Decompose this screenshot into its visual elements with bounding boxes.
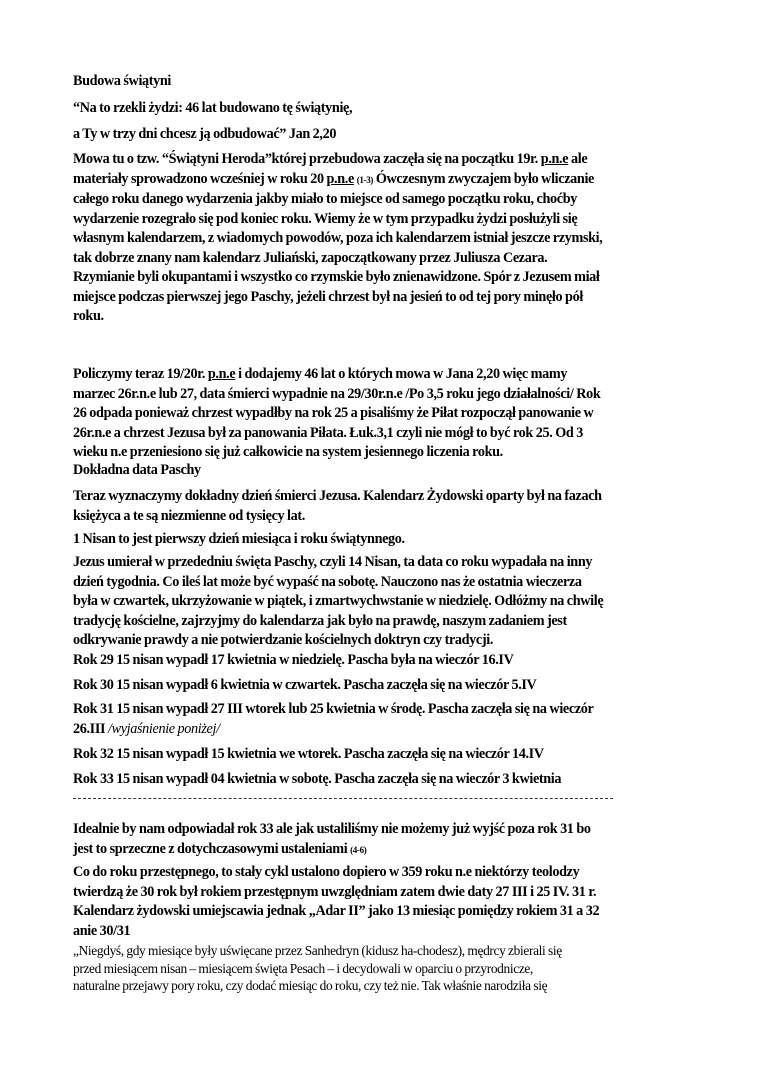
text-line: była w czwartek, ukrzyżowanie w piątek, i zmartwychwstanie w niedzielę. Odłóżmy na chwilę xyxy=(73,593,604,609)
text-line: marzec 26r.n.e lub 27, data śmierci wypadnie na 29/30r.n.e /Po 3,5 roku jego działalności/ Rok xyxy=(73,385,601,402)
footnote-ref: (1-3) xyxy=(356,174,373,185)
text-line: naturalne przejawy pory roku, czy dodać miesiąc do roku, czy też nie. Tak właśnie narodziła się xyxy=(73,978,548,993)
heading-passover-date: Dokładna data Paschy xyxy=(73,462,201,478)
paragraph-calculation xyxy=(73,365,688,463)
document-title: Budowa świątyni xyxy=(73,73,172,89)
text-span: ale xyxy=(571,151,588,167)
text-span: Policzymy teraz 19/20r. xyxy=(73,366,206,382)
text-span: materiały sprowadzono wcześniej w roku 20 xyxy=(73,170,324,187)
text-line: Idealnie by nam odpowiadał rok 33 ale jak ustaliliśmy nie możemy już wyjść poza rok 31 bo xyxy=(73,821,591,837)
text-line: 26r.n.e a chrzest Jezusa był za panowania Piłata. Łuk.3,1 czyli nie mógł to być rok 25. Od 3 xyxy=(73,424,583,441)
text-line: dzień tygodnia. Co ileś lat może być wypaść na sobotę. Nauczono nas że ostatnia wieczerza xyxy=(73,573,582,590)
text-line: tak dobrze znany nam kalendarz Juliański, zapoczątkowany przez Juliusza Cezara. xyxy=(73,249,548,266)
text-line: całego roku danego wydarzenia jakby miało to miejsce od samego początku roku, choćby xyxy=(73,191,577,207)
quote-line-2: a Ty w trzy dni chcesz ją odbudować” Jan 2,20 xyxy=(73,126,337,142)
text-line: „Niegdyś, gdy miesiące były uświęcane przez Sanhedryn (kidusz ha-chodesz), mędrcy zbierali się xyxy=(73,943,562,958)
text-line: 26 odpada ponieważ chrzest wypadłby na rok 25 a pisaliśmy że Piłat rozpoczął panowanie w xyxy=(73,405,594,421)
year-32-line: Rok 32 15 nisan wypadł 15 kwietnia we wtorek. Pascha zaczęła się na wieczór 14.IV xyxy=(73,746,544,762)
dashed-divider xyxy=(73,798,613,799)
text-line xyxy=(73,365,688,385)
text-line: roku. xyxy=(73,308,104,324)
abbr-link: p.n.e xyxy=(540,151,569,167)
text-line: wieku n.e przeniesiono się już całkowicie na system jesiennego liczenia roku. xyxy=(73,444,503,460)
text-line xyxy=(73,170,688,191)
paragraph-lunar-calendar xyxy=(73,487,688,526)
text-span: Ówczesnym zwyczajem było wliczanie xyxy=(375,170,594,187)
text-line: przed miesiącem nisan – miesiącem święta Pesach – i decydowali w oparciu o przyrodnicze, xyxy=(73,960,534,976)
text-line: Rok 31 15 nisan wypadł 27 III wtorek lub 25 kwietnia w środę. Pascha zaczęła się na wieczór xyxy=(73,701,594,717)
year-33-line: Rok 33 15 nisan wypadł 04 kwietnia w sobotę. Pascha zaczęła się na wieczór 3 kwietnia xyxy=(73,771,562,787)
paragraph-sanhedrin-quote xyxy=(73,942,688,995)
text-line: tradycję kościelne, zajrzyjmy do kalendarza jak było na prawdę, naszym zadaniem jest xyxy=(73,612,567,629)
text-line xyxy=(73,150,688,170)
paragraph-leap-year xyxy=(73,863,688,941)
text-line: Rzymianie byli okupantami i wszystko co rzymskie było znienawidzone. Spór z Jezusem miał xyxy=(73,269,600,285)
paragraph-jesus-death xyxy=(73,553,688,651)
quote-line-1: “Na to rzekli żydzi: 46 lat budowano tę świątynię, xyxy=(73,100,353,116)
paragraph-ideal-year xyxy=(73,820,688,860)
text-line: Kalendarz żydowski umiejscawia jednak „Adar II” jako 13 miesiąc pomiędzy rokiem 31 a 32 xyxy=(73,903,600,919)
year-30-line: Rok 30 15 nisan wypadł 6 kwietnia w czwartek. Pascha zaczęła się na wieczór 5.IV xyxy=(73,677,537,693)
paragraph-herod-temple xyxy=(73,150,688,327)
text-span: jest to sprzeczne z dotychczasowymi ustaleniami xyxy=(73,840,348,857)
year-29-line: Rok 29 15 nisan wypadł 17 kwietnia w niedzielę. Pascha była na wieczór 16.IV xyxy=(73,652,514,668)
text-line xyxy=(73,840,688,861)
text-span: Mowa tu o tzw. “Świątyni Heroda”której przebudowa zaczęła się na początku 19r. xyxy=(73,151,538,167)
text-line xyxy=(73,720,688,740)
text-line: Teraz wyznaczymy dokładny dzień śmierci Jezusa. Kalendarz Żydowski oparty był na fazach xyxy=(73,488,602,504)
text-line: anie 30/31 xyxy=(73,922,131,939)
text-span: i dodajemy 46 lat o których mowa w Jana 2,20 więc mamy xyxy=(238,366,568,382)
text-line: Co do roku przestępnego, to stały cykl ustalono dopiero w 359 roku n.e niektórzy teolodzy xyxy=(73,864,580,880)
year-31-entry xyxy=(73,700,688,739)
text-line: odkrywanie prawdy a nie potwierdzanie kościelnych doktryn czy tradycji. xyxy=(73,632,494,648)
text-line: miejsce podczas pierwszej jego Paschy, jeżeli chrzest był na jesień to od tej pory minęło pół xyxy=(73,288,583,305)
text-line: wydarzenie rozegrało się pod koniec roku. Wiemy że w tym przypadku żydzi posłużyli się xyxy=(73,210,578,227)
text-span: 26.III xyxy=(73,720,106,737)
note-text: /wyjaśnienie poniżej/ xyxy=(108,720,220,737)
abbr-link: p.n.e xyxy=(326,170,354,187)
text-line: księżyca a te są niezmienne od tysięcy lat. xyxy=(73,507,305,524)
text-line: własnym kalendarzem, z wiadomych powodów, poza ich kalendarzem istniał jeszcze rzymski, xyxy=(73,230,603,246)
paragraph-nisan: 1 Nisan to jest pierwszy dzień miesiąca i roku świątynnego. xyxy=(73,531,405,547)
footnote-ref: (4-6) xyxy=(350,844,367,855)
text-line: Jezus umierał w przededniu święta Paschy, czyli 14 Nisan, ta data co roku wypadała na inny xyxy=(73,554,593,570)
text-line: twierdzą że 30 rok był rokiem przestępnym uwzględniam zatem dwie daty 27 III i 25 IV. 31 r. xyxy=(73,883,597,900)
abbr-link: p.n.e xyxy=(207,366,236,382)
